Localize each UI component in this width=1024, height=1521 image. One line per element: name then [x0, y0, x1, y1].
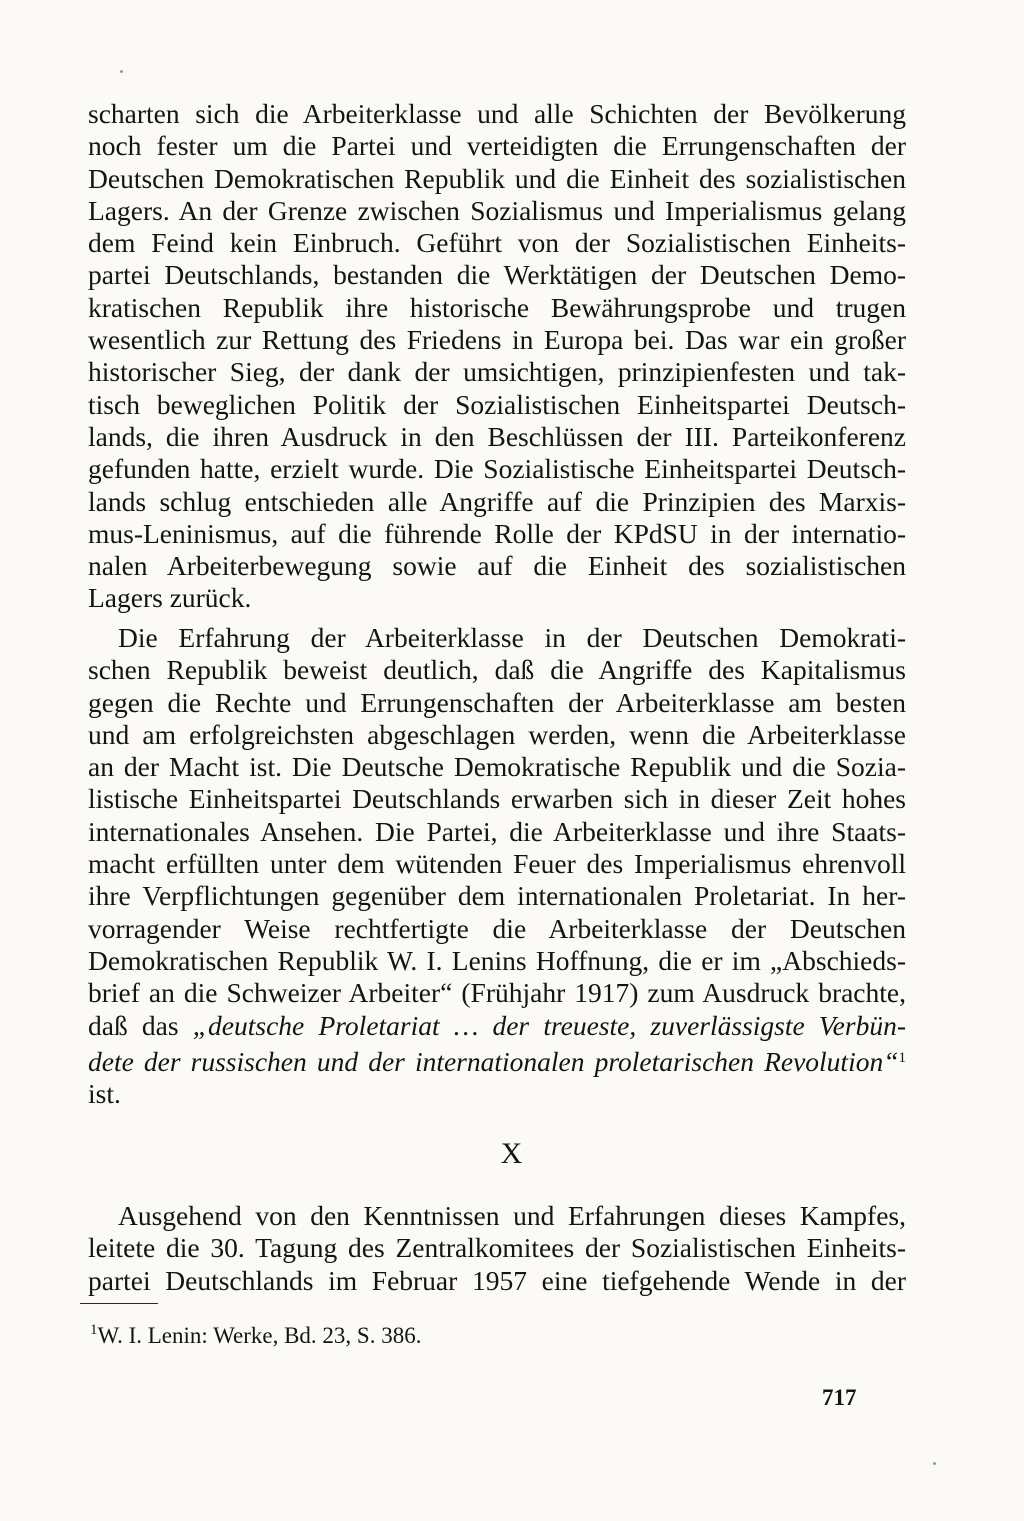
footnote-reference: 1	[898, 1049, 906, 1066]
scan-speck	[933, 1462, 936, 1465]
text-line: gegen die Rechte und Errungenschaften der Arbeiterklasse am besten	[88, 686, 906, 718]
footnote-marker: 1	[90, 1322, 98, 1338]
text-line: Lagers. An der Grenze zwischen Sozialismus und Imperialismus gelang	[88, 194, 906, 226]
text-line: lands schlug entschieden alle Angriffe auf die Prinzipien des Marxis-	[88, 485, 906, 517]
text-line: internationales Ansehen. Die Partei, die Arbeiterklasse und ihre Staats-	[88, 815, 906, 847]
text-line: kratischen Republik ihre historische Bewährungsprobe und trugen	[88, 291, 906, 323]
text-line: ihre Verpflichtungen gegenüber dem internationalen Proletariat. In her-	[88, 880, 906, 912]
text-line: dem Feind kein Einbruch. Geführt von der Sozialistischen Einheits-	[88, 227, 906, 259]
text-line: noch fester um die Partei und verteidigten die Errungenschaften der	[88, 130, 906, 162]
text-line: vorragender Weise rechtfertigte die Arbeiterklasse der Deutschen	[88, 912, 906, 944]
text-line: Demokratischen Republik W. I. Lenins Hoffnung, die er im „Abschieds-	[88, 944, 906, 976]
text-line: partei Deutschlands, bestanden die Werktätigen der Deutschen Demo-	[88, 259, 906, 291]
text-line: gefunden hatte, erzielt wurde. Die Sozialistische Einheitspartei Deutsch-	[88, 453, 906, 485]
text-line	[88, 1042, 906, 1078]
text-line: tisch beweglichen Politik der Sozialistischen Einheitspartei Deutsch-	[88, 388, 906, 420]
text-line: Deutschen Demokratischen Republik und die Einheit des sozialistischen	[88, 162, 906, 194]
text-line: Ausgehend von den Kenntnissen und Erfahrungen dieses Kampfes,	[118, 1200, 906, 1231]
quote-lead: daß das	[88, 1009, 193, 1041]
text-line	[88, 1010, 906, 1042]
text-line: mus-Leninismus, auf die führende Rolle der KPdSU in der internatio-	[88, 517, 906, 549]
text-line: nalen Arbeiterbewegung sowie auf die Einheit des sozialistischen	[88, 550, 906, 582]
paragraph-3	[88, 1200, 906, 1297]
lenin-quote: „deutsche Proletariat … der treueste, zuverlässigste Verbün-	[192, 1009, 906, 1041]
paragraph-1	[88, 98, 906, 615]
text-line: Die Erfahrung der Arbeiterklasse in der Deutschen Demokrati-	[118, 622, 906, 653]
text-line: Lagers zurück.	[88, 582, 252, 614]
text-line: scharten sich die Arbeiterklasse und alle Schichten der Bevölkerung	[88, 98, 906, 129]
text-line: brief an die Schweizer Arbeiter“ (Frühjahr 1917) zum Ausdruck brachte,	[88, 977, 906, 1009]
text-line: lands, die ihren Ausdruck in den Beschlüssen der III. Parteikonferenz	[88, 420, 906, 452]
text-line: listische Einheitspartei Deutschlands erwarben sich in dieser Zeit hohes	[88, 783, 906, 815]
footnote-text: W. I. Lenin: Werke, Bd. 23, S. 386.	[97, 1323, 422, 1348]
text-line: an der Macht ist. Die Deutsche Demokratische Republik und die Sozia-	[88, 751, 906, 783]
page-number: 717	[822, 1385, 857, 1410]
footnote-divider	[80, 1303, 158, 1304]
text-line: ist.	[88, 1078, 121, 1110]
text-line: partei Deutschlands im Februar 1957 eine tiefgehende Wende in der	[88, 1264, 906, 1296]
text-line: schen Republik beweist deutlich, daß die Angriffe des Kapitalismus	[88, 654, 906, 686]
section-heading: X	[500, 1137, 524, 1170]
text-line: und am erfolgreichsten abgeschlagen werden, wenn die Arbeiterklasse	[88, 718, 906, 750]
text-line: leitete die 30. Tagung des Zentralkomitees der Sozialistischen Einheits-	[88, 1232, 906, 1264]
scan-speck	[120, 70, 123, 73]
paragraph-2	[88, 622, 906, 1110]
text-line: macht erfüllten unter dem wütenden Feuer des Imperialismus ehrenvoll	[88, 848, 906, 880]
lenin-quote: dete der russischen und der internationalen proletarischen Revolution“	[88, 1045, 899, 1077]
footnote	[90, 1316, 421, 1350]
text-line: historischer Sieg, der dank der umsichtigen, prinzipienfesten und tak-	[88, 356, 906, 388]
text-line: wesentlich zur Rettung des Friedens in Europa bei. Das war ein großer	[88, 324, 906, 356]
